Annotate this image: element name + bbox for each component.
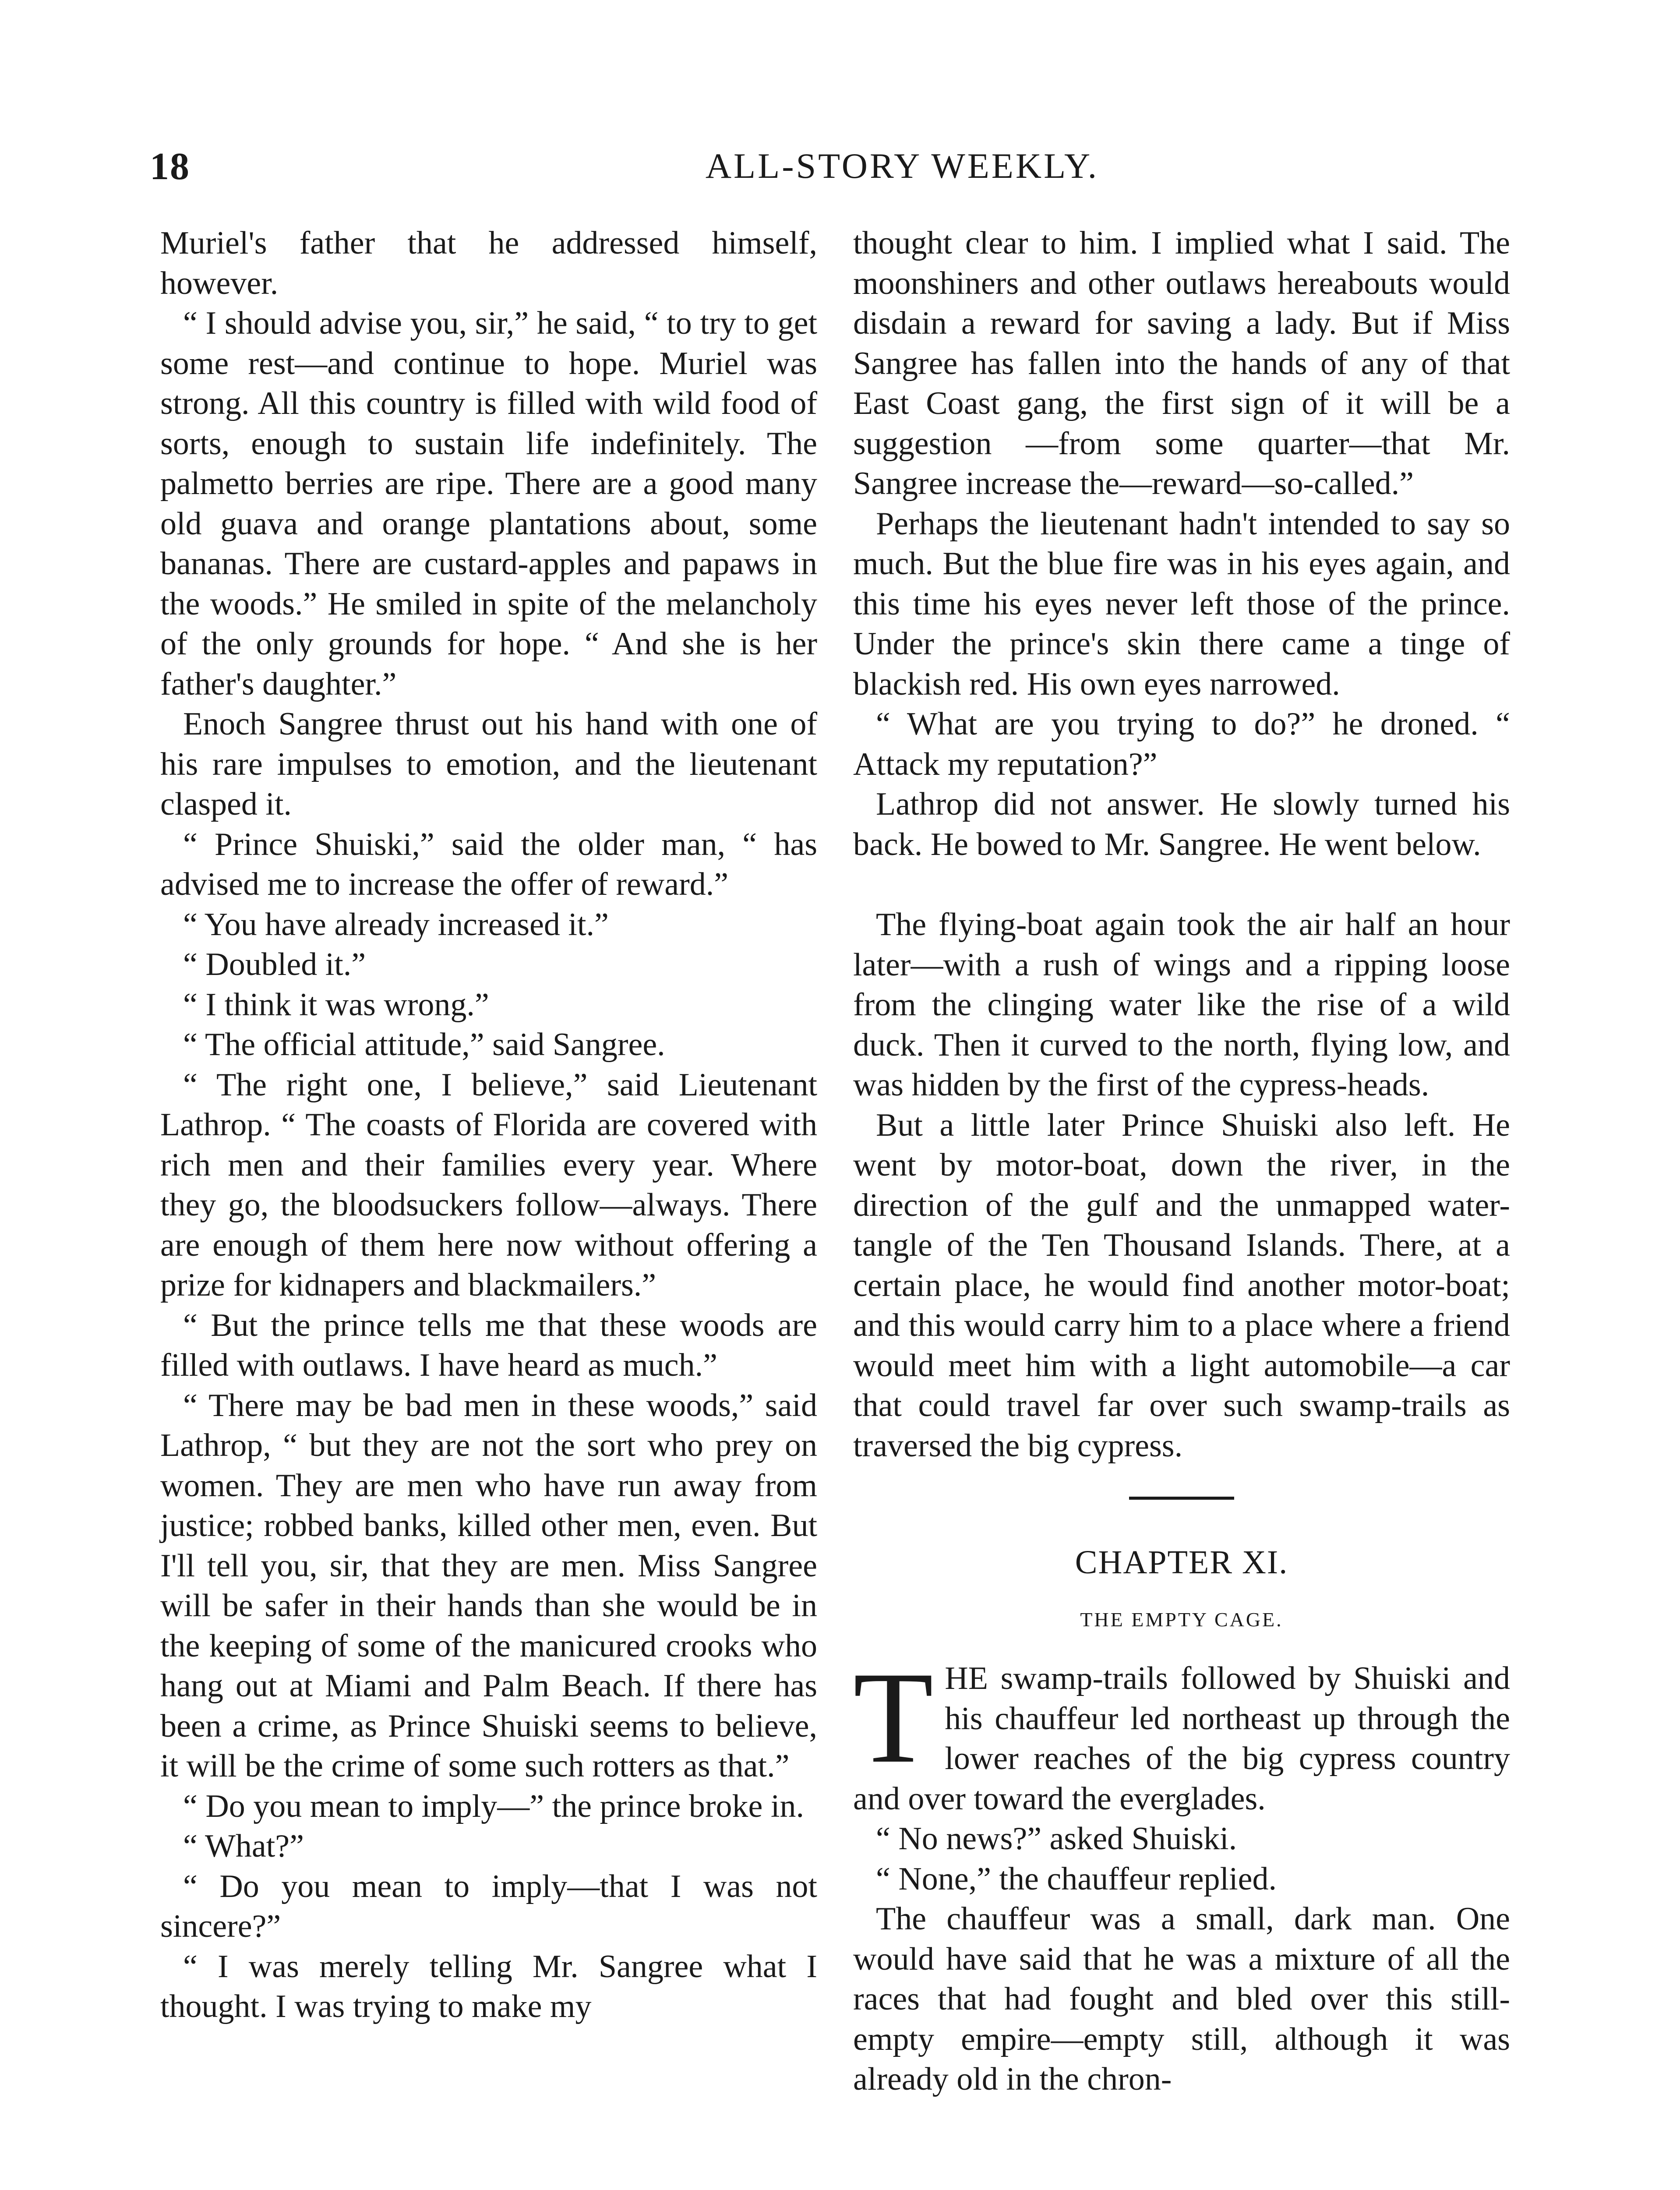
paragraph: “ What are you trying to do?” he droned. “ Attack my reputation?” (853, 706, 1510, 782)
paragraph: “ No news?” asked Shuiski. (876, 1821, 1237, 1857)
opening-text: HE swamp-trails followed by Shuiski and his chauffeur led northeast up through the lower reaches of the big cypress country and over toward the everglades. (853, 1660, 1510, 1817)
paragraph: Muriel's father that he addressed himself, however. (160, 225, 817, 301)
paragraph: The flying-boat again took the air half an hour later—with a rush of wings and a ripping loose from the clinging water like the rise of a wild duck. Then it curved to the north, flying low, and was hidden by the first of the cypress-heads. (853, 907, 1510, 1103)
right-column (853, 223, 1510, 2100)
paragraph: “ There may be bad men in these woods,” said Lathrop, “ but they are not the sort who prey on women. They are men who have run away from justice; robbed banks, killed other men, even. But I'll tell you, sir, that they are men. Miss Sangree will be safer in their hands than she would be in the keeping of some of the manicured crooks who hang out at Miami and Palm Beach. If there has been a crime, as Prince Shuiski seems to believe, it will be the crime of some such rotters as that.” (160, 1387, 817, 1784)
paragraph: The chauffeur was a small, dark man. One would have said that he was a mixture of all the races that had fought and bled over this still-empty empire—empty still, although it was already old in the chron- (853, 1901, 1510, 2097)
paragraph: “ None,” the chauffeur replied. (876, 1861, 1277, 1897)
paragraph: “ Do you mean to imply—” the prince broke in. (183, 1788, 804, 1824)
paragraph: Perhaps the lieutenant hadn't intended to say so much. But the blue fire was in his eyes again, and this time his eyes never left those of the prince. Under the prince's skin there came a tinge of blackish red. His own eyes narrowed. (853, 505, 1510, 702)
paragraph: “ I was merely telling Mr. Sangree what I thought. I was trying to make my (160, 1948, 817, 2024)
paragraph: “ Prince Shuiski,” said the older man, “ has advised me to increase the offer of reward.” (160, 826, 817, 902)
paragraph: Lathrop did not answer. He slowly turned his back. He bowed to Mr. Sangree. He went below. (853, 786, 1510, 862)
paragraph: Enoch Sangree thrust out his hand with one of his rare impulses to emotion, and the lieutenant clasped it. (160, 706, 817, 822)
paragraph: “ The official attitude,” said Sangree. (183, 1027, 665, 1063)
paragraph: “ The right one, I believe,” said Lieutenant Lathrop. “ The coasts of Florida are covered with rich men and their families every year. Where they go, the bloodsuckers follow—always. There are enough of them here now without offering a prize for kidnapers and blackmailers.” (160, 1067, 817, 1303)
paragraph: “ But the prince tells me that these woods are filled with outlaws. I have heard as much.” (160, 1307, 817, 1383)
left-column (160, 223, 817, 2027)
paragraph: “ Do you mean to imply—that I was not sincere?” (160, 1868, 817, 1944)
chapter-title: CHAPTER XI. (1075, 1544, 1288, 1581)
paragraph: “ What?” (183, 1828, 304, 1864)
drop-cap: T (853, 1645, 934, 1790)
page-number: 18 (150, 145, 190, 188)
paragraph: “ I think it was wrong.” (183, 986, 489, 1023)
running-head: ALL-STORY WEEKLY. (705, 146, 1099, 186)
chapter-opening-paragraph (853, 1645, 1510, 1819)
paragraph: thought clear to him. I implied what I said. The moonshiners and other outlaws hereabouts would disdain a reward for saving a lady. But if Miss Sangree has fallen into the hands of any of that East Coast gang, the first sign of it will be a suggestion —from some quarter—that Mr. Sangree increase the—reward—so-called.” (853, 225, 1510, 502)
section-break (853, 865, 1510, 905)
paragraph: “ You have already increased it.” (183, 906, 609, 943)
paragraph: “ I should advise you, sir,” he said, “ to try to get some rest—and continue to hope. Muriel was strong. All this country is filled with wild food of sorts, enough to sustain life indefinitely. The palmetto berries are ripe. There are a good many old guava and orange plantations about, some bananas. There are custard-apples and papaws in the woods.” He smiled in spite of the melancholy of the only grounds for hope. “ And she is her father's daughter.” (160, 305, 817, 702)
chapter-divider-rule (1129, 1497, 1234, 1500)
paragraph: “ Doubled it.” (183, 947, 366, 982)
chapter-subtitle: THE EMPTY CAGE. (1080, 1608, 1283, 1631)
paragraph: But a little later Prince Shuiski also left. He went by motor-boat, down the river, in the direction of the gulf and the unmapped water-tangle of the Ten Thousand Islands. There, at a certain place, he would find another motor-boat; and this would carry him to a place where a friend would meet him with a light automobile—a car that could travel far over such swamp-trails as traversed the big cypress. (853, 1107, 1510, 1464)
